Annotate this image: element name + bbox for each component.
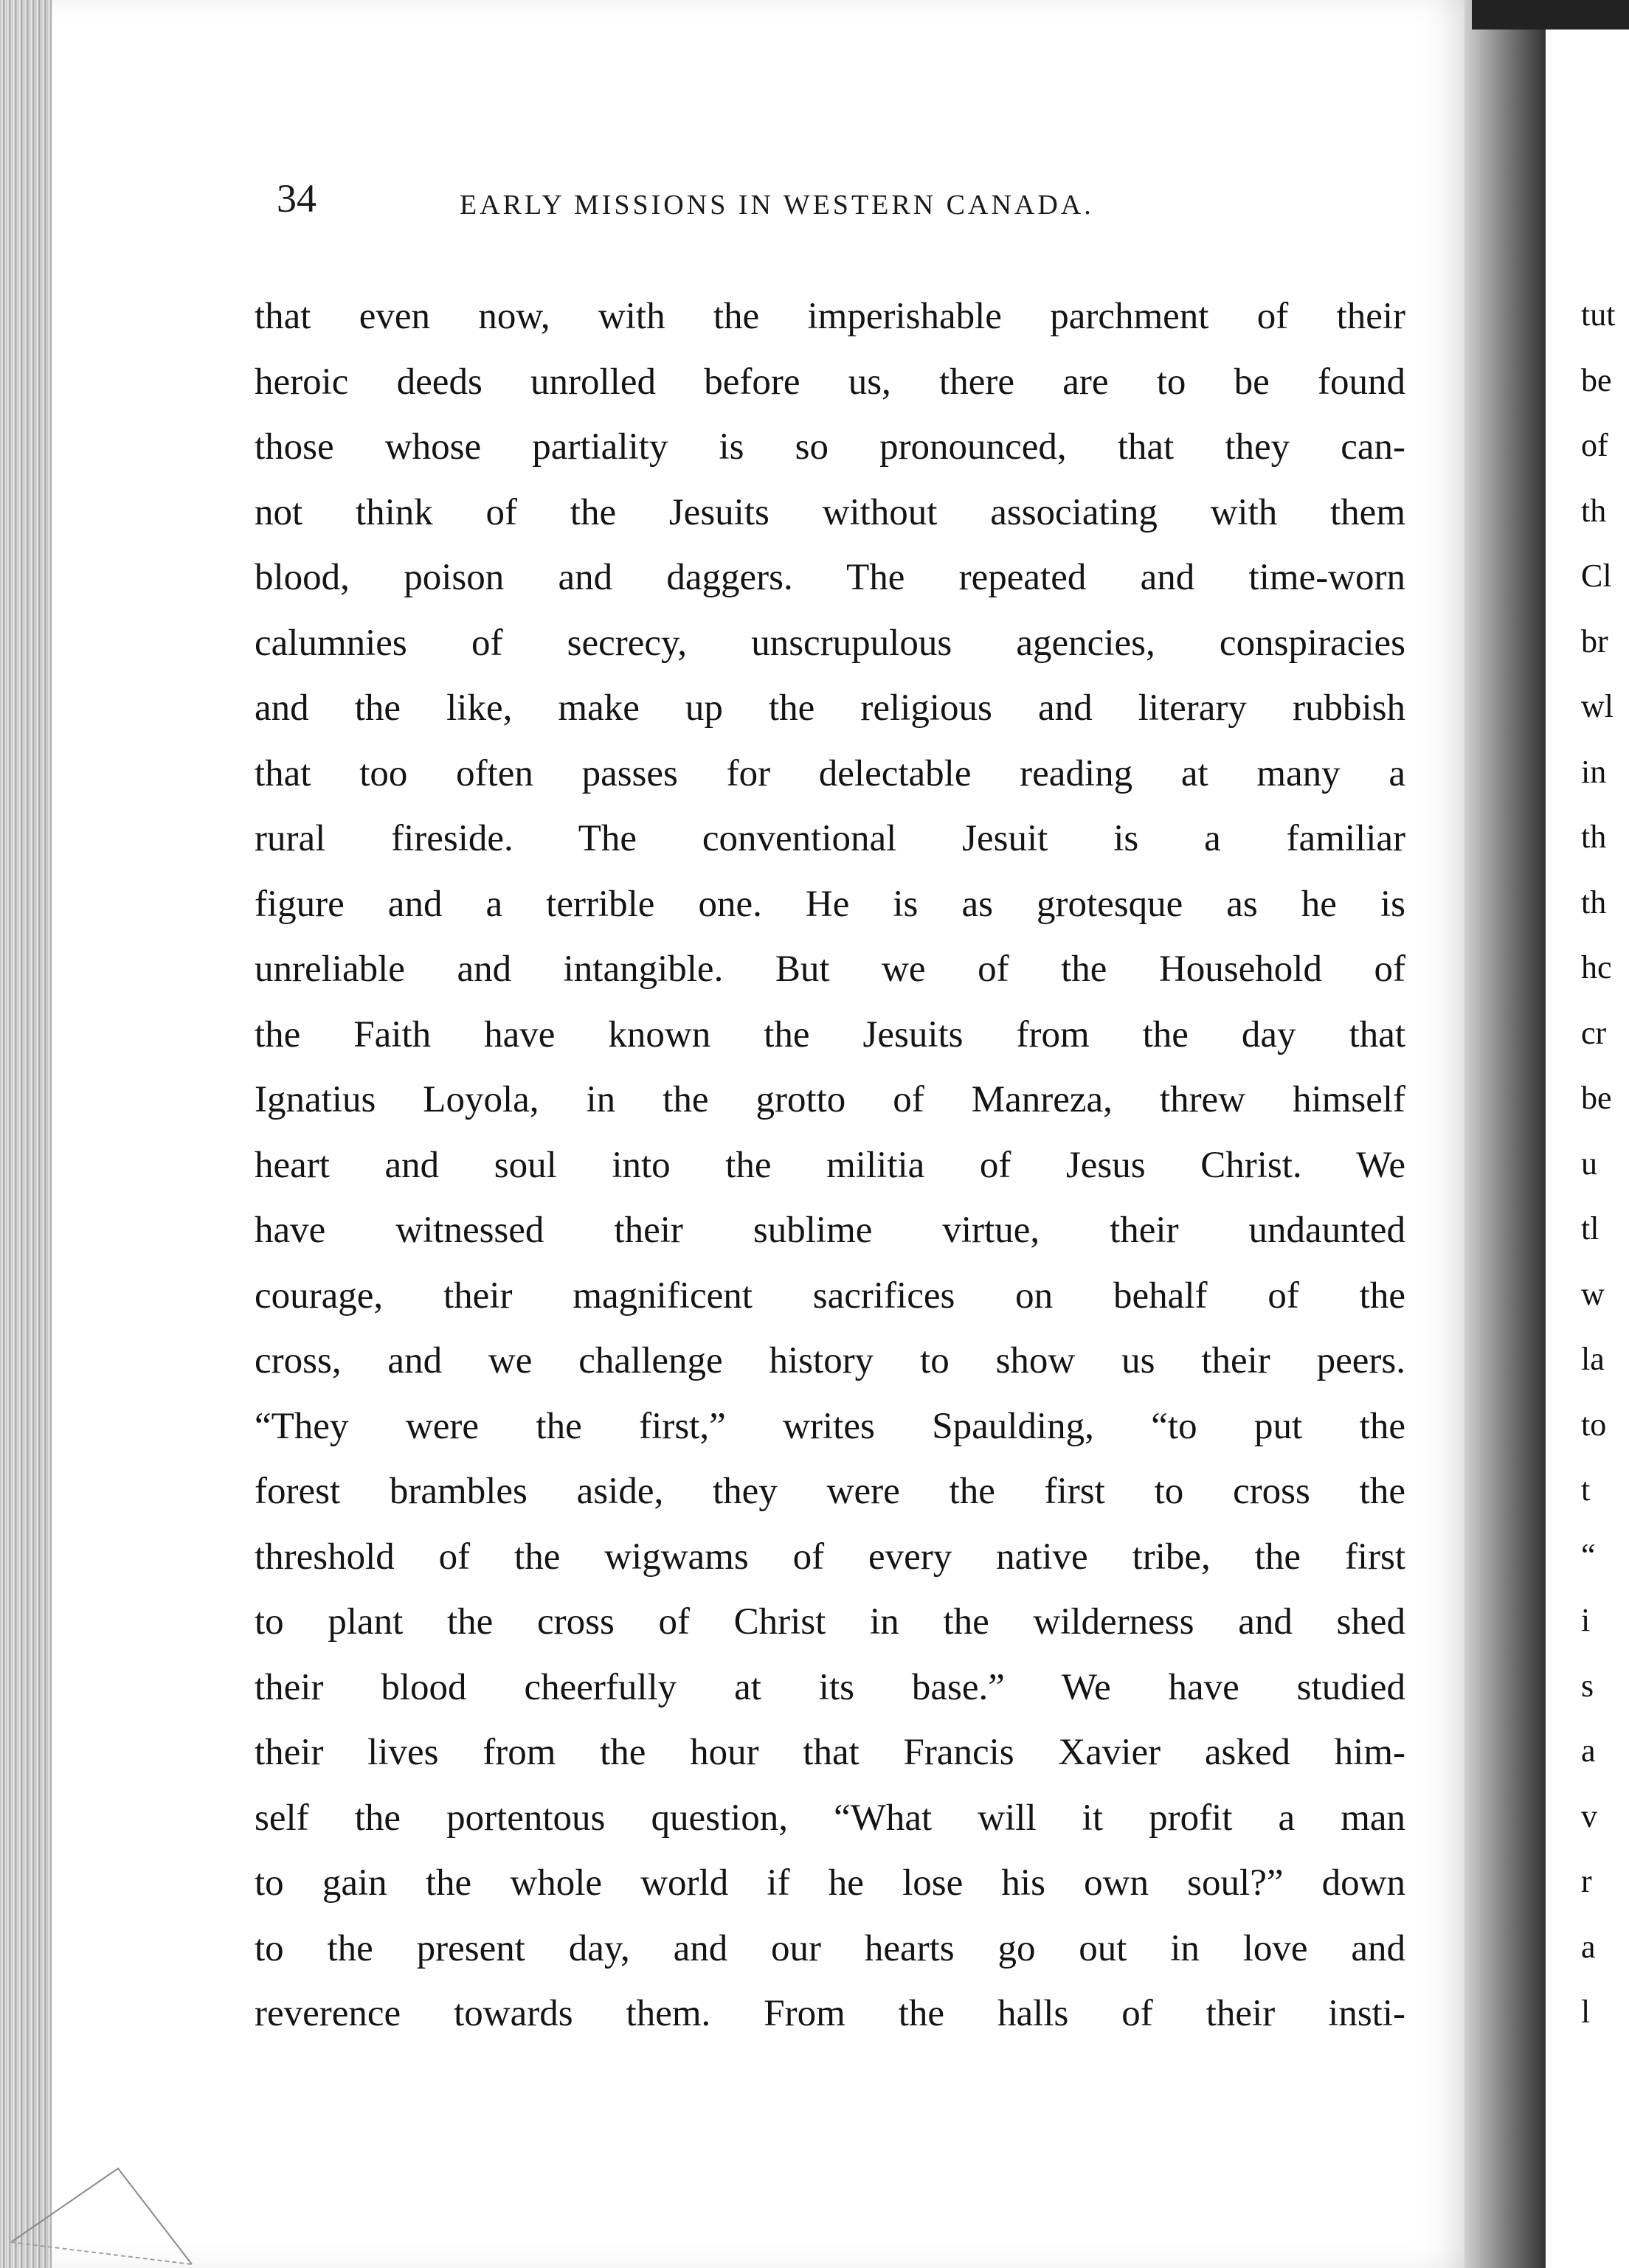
facing-page-fragment: i xyxy=(1581,1602,1591,1638)
facing-page-fragment: w xyxy=(1581,1275,1605,1312)
text-line: have witnessed their sublime virtue, their undaunted xyxy=(255,1210,1405,1251)
facing-page-fragment: tut xyxy=(1581,296,1616,333)
facing-page-fragment: th xyxy=(1581,492,1607,529)
text-line: Ignatius Loyola, in the grotto of Manreza, threw himself xyxy=(255,1079,1405,1120)
facing-page-fragment: a xyxy=(1581,1733,1596,1769)
facing-page-fragment: of xyxy=(1581,427,1608,463)
text-line: forest brambles aside, they were the first to cross the xyxy=(255,1471,1405,1512)
text-line: their lives from the hour that Francis Xavier asked him- xyxy=(255,1732,1405,1773)
facing-page-fragment: u xyxy=(1581,1145,1597,1182)
facing-page-fragment: a xyxy=(1581,1928,1596,1965)
text-line: to the present day, and our hearts go out in love and xyxy=(255,1927,1405,1969)
page-number: 34 xyxy=(277,176,317,221)
text-line: heroic deeds unrolled before us, there are to be found xyxy=(255,361,1405,403)
book-gutter xyxy=(1464,0,1546,2268)
body-text xyxy=(255,284,1405,2047)
page-header xyxy=(277,176,1383,227)
text-line: courage, their magnificent sacrifices on behalf of the xyxy=(255,1275,1405,1317)
facing-page-fragment: cr xyxy=(1581,1014,1607,1051)
text-line: cross, and we challenge history to show us their peers. xyxy=(255,1340,1405,1381)
text-line: unreliable and intangible. But we of the Household of xyxy=(255,949,1405,990)
folded-corner-mark xyxy=(7,2161,199,2268)
facing-page-fragment: th xyxy=(1581,884,1607,920)
facing-page-fragment: br xyxy=(1581,623,1608,659)
facing-page-fragment: th xyxy=(1581,819,1607,855)
text-line: blood, poison and daggers. The repeated and time-worn xyxy=(255,557,1405,598)
text-line: “They were the first,” writes Spaulding, “to put the xyxy=(255,1405,1405,1447)
facing-page-fragment: l xyxy=(1581,1994,1591,2030)
text-line: calumnies of secrecy, unscrupulous agencies, conspiracies xyxy=(255,622,1405,664)
text-line: to gain the whole world if he lose his own soul?” down xyxy=(255,1862,1405,1904)
text-line: their blood cheerfully at its base.” We have studied xyxy=(255,1666,1405,1708)
facing-page-fragment: in xyxy=(1581,753,1607,790)
facing-page-fragment: be xyxy=(1581,361,1612,398)
facing-page-fragment: Cl xyxy=(1581,558,1612,594)
facing-page-fragment: “ xyxy=(1581,1536,1596,1573)
text-line: figure and a terrible one. He is as grotesque as he is xyxy=(255,883,1405,925)
facing-page-fragment: r xyxy=(1581,1863,1592,1899)
text-line: and the like, make up the religious and literary rubbish xyxy=(255,687,1405,729)
text-line: threshold of the wigwams of every native tribe, the first xyxy=(255,1536,1405,1578)
facing-page-fragment: wl xyxy=(1581,688,1614,724)
text-line: not think of the Jesuits without associating with them xyxy=(255,491,1405,533)
facing-page-fragment: la xyxy=(1581,1341,1605,1377)
facing-page-fragment: v xyxy=(1581,1797,1597,1834)
text-line: that too often passes for delectable reading at many a xyxy=(255,752,1405,794)
facing-page-fragment: to xyxy=(1581,1406,1607,1443)
running-title: EARLY MISSIONS IN WESTERN CANADA. xyxy=(460,190,1094,221)
text-line: those whose partiality is so pronounced, that they can- xyxy=(255,426,1405,468)
text-line: rural fireside. The conventional Jesuit is a familiar xyxy=(255,818,1405,859)
text-line: the Faith have known the Jesuits from the day that xyxy=(255,1013,1405,1055)
book-top-shadow xyxy=(1472,0,1629,30)
text-line: that even now, with the imperishable parchment of their xyxy=(255,296,1405,337)
facing-page-fragment: hc xyxy=(1581,949,1612,985)
facing-page-fragment: s xyxy=(1581,1667,1594,1704)
text-line: reverence towards them. From the halls of their insti- xyxy=(255,1993,1405,2034)
facing-page-fragment: tl xyxy=(1581,1210,1599,1246)
text-line: heart and soul into the militia of Jesus Christ. We xyxy=(255,1144,1405,1186)
facing-page-fragment: t xyxy=(1581,1471,1591,1508)
text-line: to plant the cross of Christ in the wilderness and shed xyxy=(255,1601,1405,1643)
facing-page-fragment: be xyxy=(1581,1080,1612,1116)
text-line: self the portentous question, “What will it profit a man xyxy=(255,1797,1405,1839)
